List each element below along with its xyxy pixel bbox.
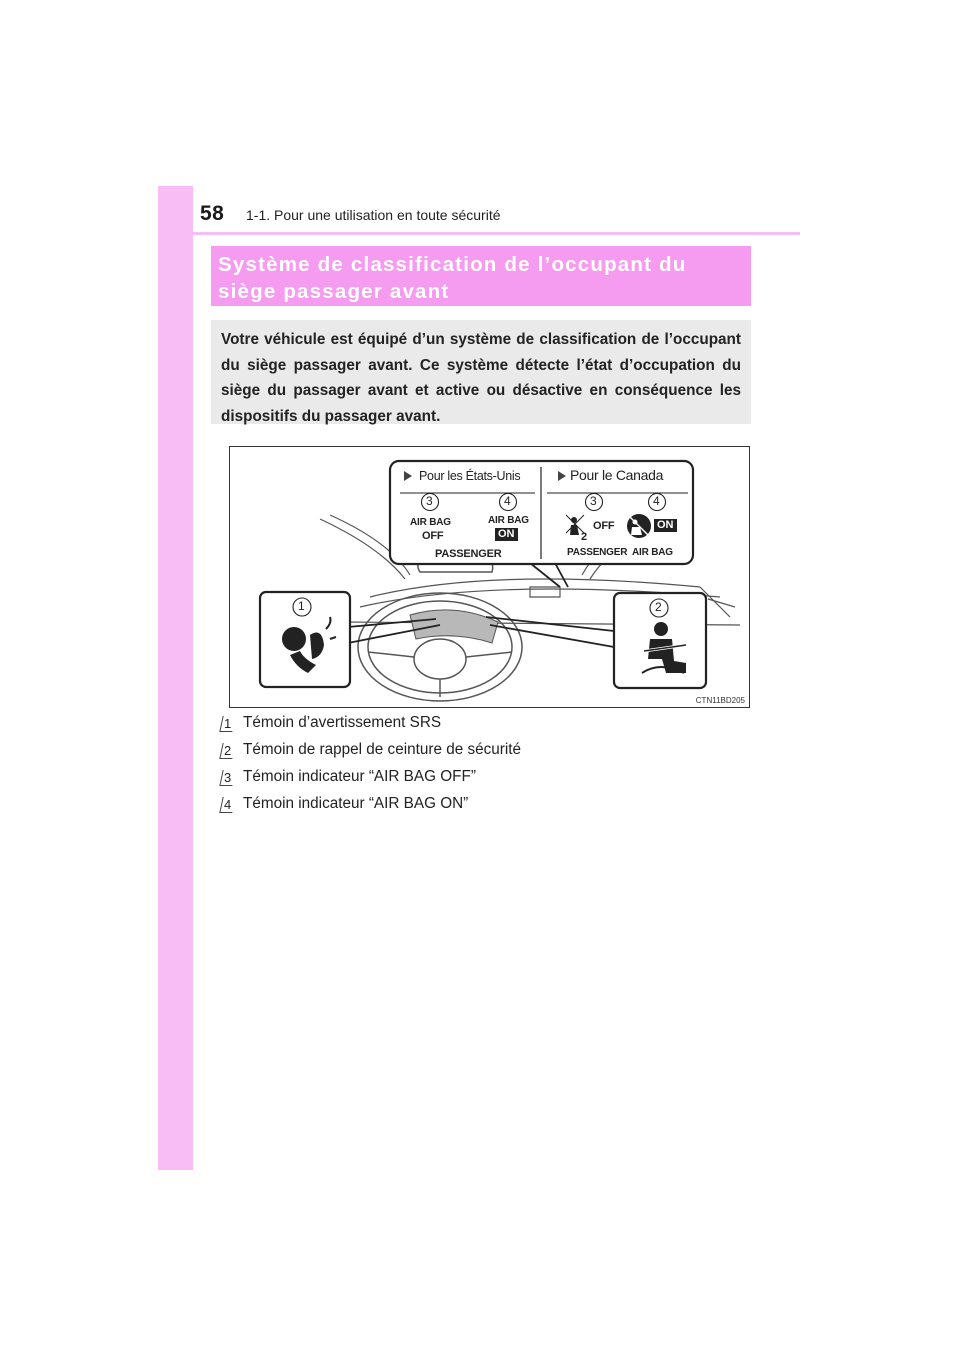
legend-text: Témoin d’avertissement SRS	[243, 714, 442, 731]
callout-4-ca-num: 4	[653, 494, 660, 508]
panel-us-label: Pour les États-Unis	[419, 469, 521, 483]
header-divider	[193, 232, 800, 235]
chapter-header: 1-1. Pour une utilisation en toute sécurité	[246, 207, 501, 223]
dashboard-illustration	[229, 446, 750, 708]
us-airbag-on-line1: AIR BAG	[488, 515, 529, 526]
legend-num: 2	[219, 743, 235, 759]
callout-4-us-num: 4	[504, 494, 511, 508]
legend-text: Témoin de rappel de ceinture de sécurité	[243, 741, 522, 758]
panel-ca-label: Pour le Canada	[570, 467, 664, 483]
ca-off-label: OFF	[593, 520, 615, 532]
passenger-airbag-on-icon	[627, 514, 651, 538]
ca-on-badge: ON	[654, 519, 677, 532]
callout-3-ca-num: 3	[590, 494, 597, 508]
figure-code: CTN11BD205	[695, 696, 745, 705]
intro-box	[211, 320, 751, 424]
section-title-line2: siège passager avant	[218, 280, 450, 303]
legend-num: 1	[219, 716, 235, 732]
callout-1-num: 1	[298, 599, 305, 613]
us-airbag-off-line2: OFF	[422, 530, 444, 542]
ca-digit: 2	[581, 531, 587, 543]
page-number: 58	[200, 202, 225, 225]
us-airbag-on-badge: ON	[495, 528, 518, 541]
us-airbag-off-line1: AIR BAG	[410, 517, 451, 528]
section-title	[211, 246, 751, 306]
legend-text: Témoin indicateur “AIR BAG ON”	[243, 795, 469, 812]
callout-2-num: 2	[655, 600, 662, 614]
side-tab	[158, 186, 193, 1170]
us-passenger-label: PASSENGER	[435, 548, 502, 560]
legend-num: 3	[219, 770, 235, 786]
intro-text: Votre véhicule est équipé d’un système de classification de l’occupant du siège passager avant. Ce système détecte l’état d’occupation du siège du passager avant et active ou désactive en conséquence les dispositifs du passager avant.	[221, 331, 741, 425]
legend-num: 4	[219, 797, 235, 813]
ca-passenger-airbag-label: PASSENGER AIR BAG	[567, 547, 673, 558]
legend-text: Témoin indicateur “AIR BAG OFF”	[243, 768, 476, 785]
section-title-line1: Système de classification de l’occupant du	[218, 253, 687, 276]
callout-3-us-num: 3	[426, 494, 433, 508]
dashboard-drawing	[230, 447, 750, 708]
